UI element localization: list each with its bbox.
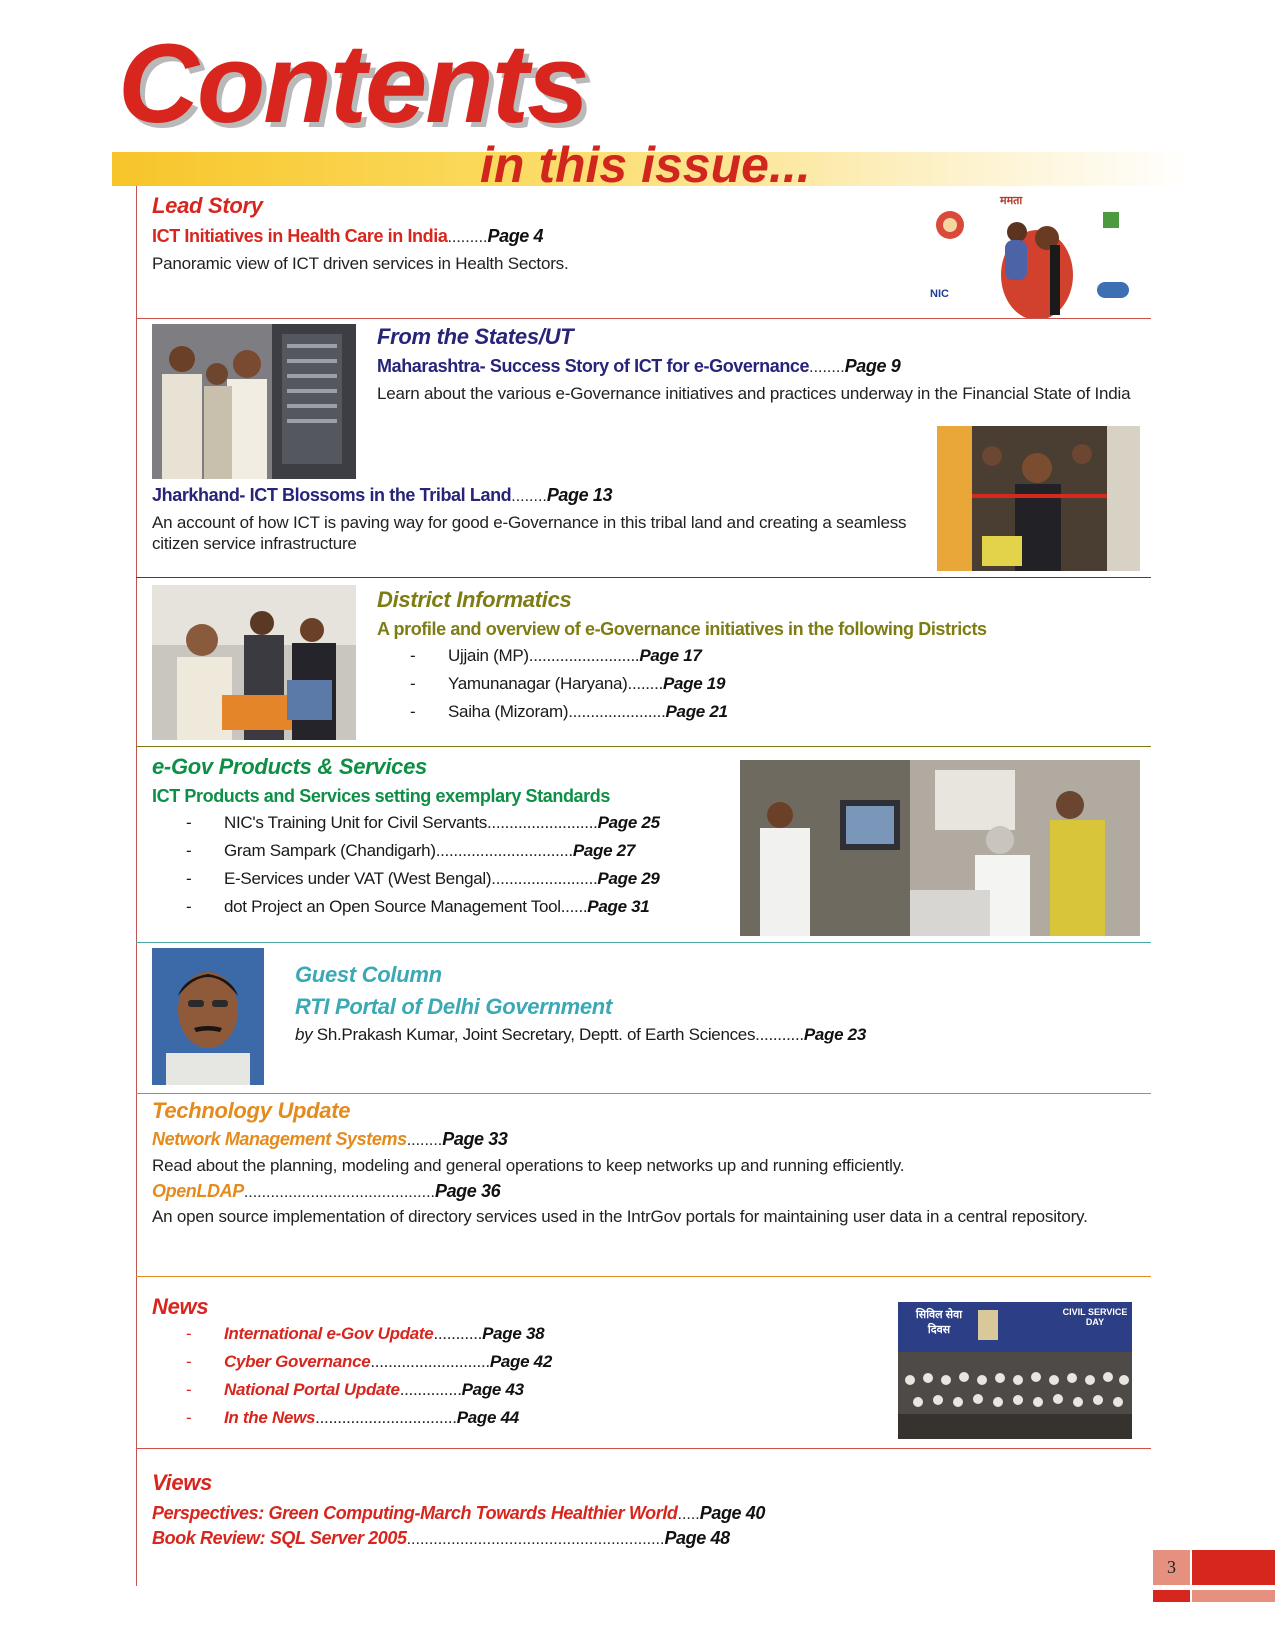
divider [136,1276,1151,1277]
page-ref[interactable]: Page 23 [803,1025,866,1044]
section-tech: Technology Update [152,1098,351,1123]
footer-pink-block [1192,1590,1275,1602]
openldap-entry[interactable]: OpenLDAP...........................................Page 36 [152,1181,501,1201]
list-item[interactable]: - National Portal Update..............Page 43 [186,1380,524,1399]
item-label[interactable]: Saiha (Mizoram) [448,702,569,721]
list-item[interactable]: - Yamunanagar (Haryana)........Page 19 [410,674,726,693]
lead-story-title[interactable]: ICT Initiatives in Health Care in India [152,226,448,246]
page-ref[interactable]: Page 38 [482,1324,545,1343]
maharashtra-description: Learn about the various e-Governance initiatives and practices underway in the Financial State of India [377,384,1131,403]
maharashtra-title[interactable]: Maharashtra- Success Story of ICT for e-Governance [377,356,810,376]
page-ref[interactable]: Page 21 [665,702,728,721]
jharkhand-entry[interactable] [152,485,612,506]
page-ref[interactable]: Page 33 [442,1129,508,1149]
openldap-title[interactable]: OpenLDAP [152,1181,244,1201]
list-item[interactable]: - Cyber Governance...........................Page 42 [186,1352,552,1371]
page-ref[interactable]: Page 36 [434,1181,501,1201]
item-label[interactable]: In the News [224,1408,316,1427]
banner-english-text: CIVIL SERVICE DAY [1062,1307,1128,1327]
page-title: Contents [118,21,588,146]
district-list [410,642,728,726]
section-states: From the States/UT [377,324,574,349]
section-lead-story: Lead Story [152,193,263,218]
district-subtitle: A profile and overview of e-Governance initiatives in the following Districts [377,619,987,639]
item-label[interactable]: E-Services under VAT (West Bengal) [224,869,492,888]
green-computing-entry[interactable]: Perspectives: Green Computing-March Towards Healthier World.....Page 40 [152,1503,765,1523]
page-subtitle: in this issue... [480,137,811,193]
page-ref[interactable]: Page 25 [597,813,660,832]
dots: ......... [447,229,488,246]
guest-article-title[interactable]: RTI Portal of Delhi Government [295,994,612,1019]
jharkhand-description: An account of how ICT is paving way for good e-Governance in this tribal land and creating a seamless citizen service infrastructure [152,513,907,553]
book-review-entry[interactable]: Book Review: SQL Server 2005..........................................................Page 48 [152,1528,730,1548]
lead-story-description: Panoramic view of ICT driven services in Health Sectors. [152,254,569,273]
item-label[interactable]: Ujjain (MP) [448,646,529,665]
district-photo [152,585,356,740]
page-ref[interactable]: Page 29 [597,869,660,888]
list-item[interactable]: - International e-Gov Update...........Page 38 [186,1324,545,1343]
page-ref[interactable]: Page 31 [587,897,650,916]
book-review-title[interactable]: Book Review: SQL Server 2005 [152,1528,407,1548]
divider [136,577,1151,578]
page-ref[interactable]: Page 27 [572,841,635,860]
page-ref[interactable]: Page 42 [489,1352,552,1371]
page-ref[interactable]: Page 19 [662,674,726,693]
dots: ........ [809,359,845,376]
section-views: Views [152,1470,213,1495]
guest-byline[interactable]: by Sh.Prakash Kumar, Joint Secretary, Deptt. of Earth Sciences...........Page 23 [295,1025,866,1044]
divider [136,1448,1151,1449]
nms-entry[interactable]: Network Management Systems........Page 33 [152,1129,508,1149]
maharashtra-photo [152,324,356,479]
page-ref[interactable]: Page 17 [639,646,702,665]
page-ref[interactable]: Page 40 [699,1503,765,1523]
left-rule [136,186,137,1586]
nms-title[interactable]: Network Management Systems [152,1129,407,1149]
list-item[interactable]: - Gram Sampark (Chandigarh)...............................Page 27 [186,841,635,860]
banner-hindi-text: सिविल सेवा दिवस [915,1309,963,1336]
jharkhand-title[interactable]: Jharkhand- ICT Blossoms in the Tribal Land [152,485,512,505]
list-item[interactable]: - dot Project an Open Source Management Tool......Page 31 [186,897,650,916]
author-name: Sh.Prakash Kumar, Joint Secretary, Deptt. of Earth Sciences [316,1025,756,1044]
divider [136,942,1151,943]
page-ref[interactable]: Page 44 [456,1408,519,1427]
item-label[interactable]: NIC's Training Unit for Civil Servants [224,813,487,832]
page-ref[interactable]: Page 9 [844,356,901,376]
list-item[interactable]: - Ujjain (MP).........................Page 17 [410,646,702,665]
section-district: District Informatics [377,587,572,612]
section-guest: Guest Column [295,962,442,987]
lead-story-entry[interactable] [152,226,543,247]
health-care-photo [925,190,1140,318]
divider [136,318,1151,319]
footer-red-block [1153,1590,1190,1602]
list-item[interactable]: - E-Services under VAT (West Bengal)........................Page 29 [186,869,660,888]
list-item[interactable]: - NIC's Training Unit for Civil Servants.........................Page 25 [186,813,660,832]
products-list [186,809,660,921]
list-item[interactable]: - In the News................................Page 44 [186,1408,519,1427]
footer-red-block [1192,1550,1275,1585]
news-list [186,1320,552,1432]
openldap-description: An open source implementation of directory services used in the IntrGov portals for maintaining user data in a central repository. [152,1207,1088,1226]
products-subtitle: ICT Products and Services setting exemplary Standards [152,786,610,806]
products-photo [740,760,1140,936]
item-label[interactable]: Gram Sampark (Chandigarh) [224,841,436,860]
page-ref[interactable]: Page 43 [461,1380,524,1399]
divider [136,1093,1151,1094]
page-ref[interactable]: Page 48 [664,1528,730,1548]
page-number: 3 [1153,1550,1190,1585]
item-label[interactable]: dot Project an Open Source Management Tool [224,897,561,916]
maharashtra-entry[interactable] [377,356,900,377]
item-label[interactable]: Yamunanagar (Haryana) [448,674,628,693]
page-ref[interactable]: Page 4 [487,226,544,246]
item-label[interactable]: Cyber Governance [224,1352,371,1371]
jharkhand-photo [937,426,1140,571]
photo-caption-label: ममता [1000,195,1023,207]
author-photo [152,948,264,1085]
divider [136,746,1151,747]
item-label[interactable]: National Portal Update [224,1380,400,1399]
section-products: e-Gov Products & Services [152,754,427,779]
nic-logo-label: NIC [930,288,949,300]
section-news: News [152,1294,209,1319]
page-ref[interactable]: Page 13 [546,485,613,505]
list-item[interactable]: - Saiha (Mizoram)......................Page 21 [410,702,728,721]
dots: ........ [511,488,547,505]
item-label[interactable]: International e-Gov Update [224,1324,434,1343]
by-label: by [295,1025,313,1044]
nms-description: Read about the planning, modeling and general operations to keep networks up and running efficiently. [152,1156,905,1175]
green-computing-title[interactable]: Perspectives: Green Computing-March Towards Healthier World [152,1503,678,1523]
